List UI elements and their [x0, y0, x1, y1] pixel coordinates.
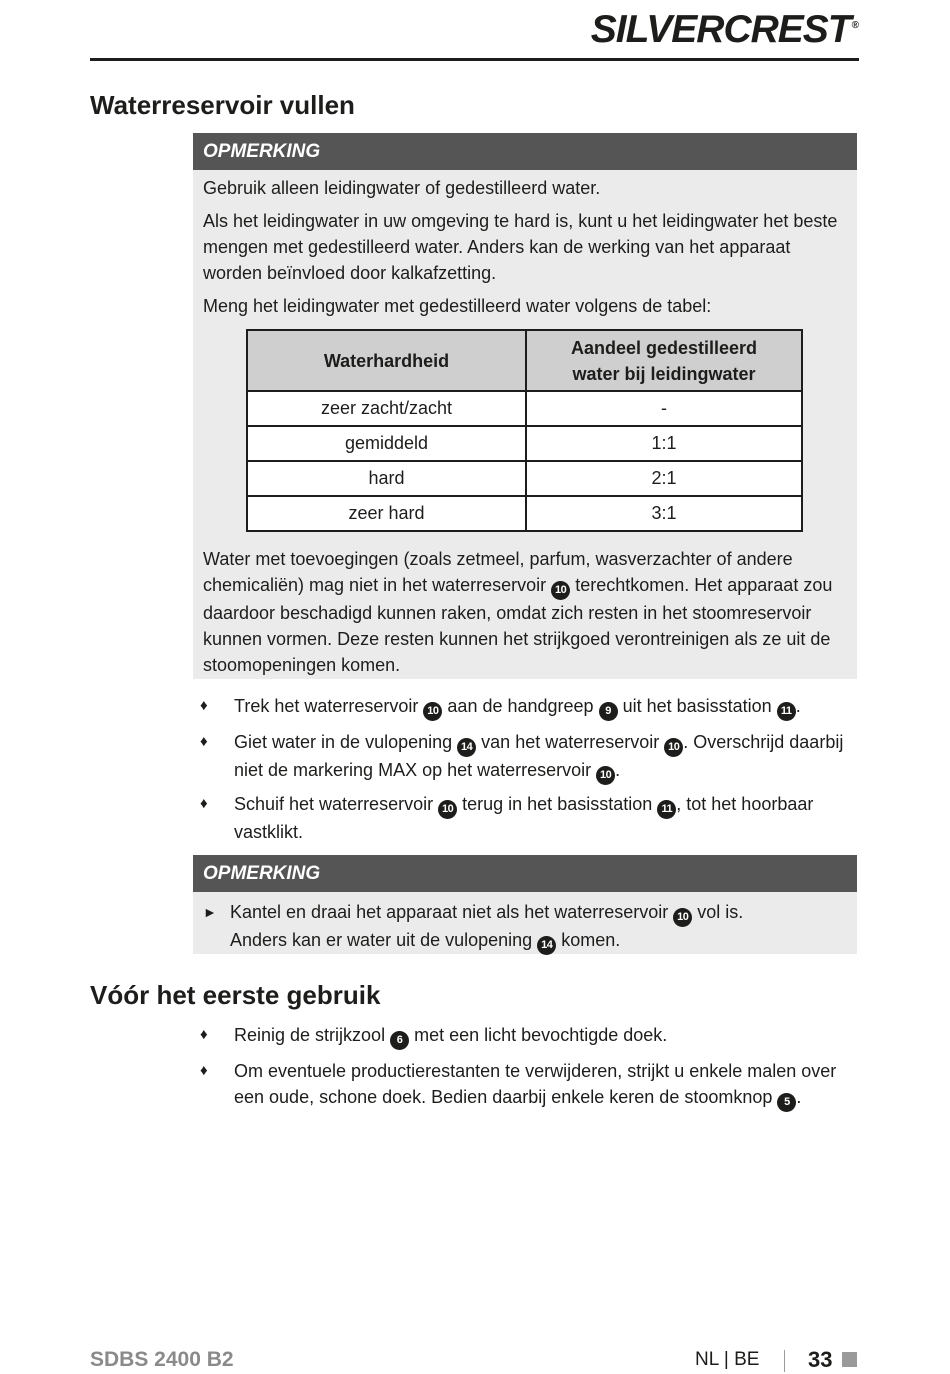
text: vol is.: [697, 902, 744, 922]
text: Om eventuele productierestanten te verwijderen, strijkt u enkele malen over een oude, schone doek. Bedien daarbij enkele keren de stoomknop: [234, 1061, 837, 1107]
ref-number-11: 11: [657, 800, 676, 819]
header-rule: [90, 58, 859, 61]
text: .: [796, 1087, 802, 1107]
text: met een licht bevochtigde doek.: [414, 1025, 668, 1045]
ref-number-11: 11: [777, 702, 796, 721]
text: .: [795, 696, 801, 716]
step-text: [234, 1022, 854, 1050]
cell-hardness: zeer zacht/zacht: [247, 391, 526, 426]
text: Giet water in de vulopening: [234, 732, 453, 752]
ref-number-9: 9: [599, 702, 618, 721]
text: aan de handgreep: [447, 696, 594, 716]
note-box-water: [193, 133, 857, 679]
ref-number-10: 10: [438, 800, 457, 819]
ref-number-5: 5: [777, 1093, 796, 1112]
step-text: [234, 1058, 854, 1112]
note-instruction: [203, 899, 843, 955]
text: Kantel en draai het apparaat niet als het waterreservoir: [230, 902, 669, 922]
cell-hardness: zeer hard: [247, 496, 526, 531]
cell-ratio: 2:1: [526, 461, 802, 496]
footer-model-number: SDBS 2400 B2: [90, 1348, 234, 1371]
ref-number-14: 14: [537, 936, 556, 955]
ref-number-6: 6: [390, 1031, 409, 1050]
note-instruction-text: [230, 899, 843, 955]
footer-square-marker: [842, 1352, 857, 1367]
step-text: [234, 791, 854, 845]
diamond-bullet-icon: ♦: [200, 795, 208, 812]
text: . Overschrijd daarbij niet de markering MAX op het waterreservoir: [234, 732, 844, 780]
step-text: [234, 729, 854, 785]
registered-mark: ®: [851, 20, 858, 31]
text: terug in het basisstation: [462, 794, 653, 814]
cell-ratio: 3:1: [526, 496, 802, 531]
step-text: [234, 693, 854, 721]
footer-language: NL | BE: [695, 1349, 760, 1370]
ref-number-10: 10: [551, 581, 570, 600]
text: Trek het waterreservoir: [234, 696, 419, 716]
text: uit het basisstation: [622, 696, 772, 716]
diamond-bullet-icon: ♦: [200, 1026, 208, 1043]
ref-number-10: 10: [423, 702, 442, 721]
table-header-row: [247, 330, 802, 391]
column-header-hardness: Waterhardheid: [247, 330, 526, 391]
note-header: OPMERKING: [193, 133, 857, 170]
brand-name: SILVERCREST: [590, 8, 851, 51]
section-title-first-use: Vóór het eerste gebruik: [90, 980, 381, 1010]
footer-separator: [784, 1350, 785, 1372]
note-paragraph: Meng het leidingwater met gedestilleerd water volgens de tabel:: [203, 296, 712, 316]
column-header-ratio: Aandeel gedestilleerd water bij leidingwater: [526, 330, 802, 391]
text: komen.: [561, 930, 621, 950]
table-row: [247, 391, 802, 426]
water-hardness-table: [246, 329, 803, 532]
note-paragraph: Als het leidingwater in uw omgeving te hard is, kunt u het leidingwater het beste mengen met gedestilleerd water. Anders kan de werking van het apparaat worden beïnvloed door kalkafzetting.: [203, 211, 838, 283]
text: , tot het hoorbaar vastklikt.: [234, 794, 814, 842]
cell-hardness: gemiddeld: [247, 426, 526, 461]
brand-logo: [591, 8, 858, 52]
table-row: [247, 426, 802, 461]
table-row: [247, 461, 802, 496]
text: van het waterreservoir: [481, 732, 660, 752]
diamond-bullet-icon: ♦: [200, 733, 208, 750]
ref-number-10: 10: [664, 738, 683, 757]
diamond-bullet-icon: ♦: [200, 697, 208, 714]
text: Anders kan er water uit de vulopening: [230, 930, 533, 950]
text: terechtkomen. Het apparaat zou daardoor beschadigd kunnen raken, omdat zich resten in het stoomreservoir kunnen vormen. Deze resten kunnen het strijkgoed verontreinigen als ze uit de stoomopeningen komen.: [203, 575, 833, 675]
section-title-fill-reservoir: Waterreservoir vullen: [90, 90, 355, 120]
table-row: [247, 496, 802, 531]
cell-hardness: hard: [247, 461, 526, 496]
note-header: OPMERKING: [193, 855, 857, 892]
ref-number-14: 14: [457, 738, 476, 757]
text: Water met toevoegingen (zoals zetmeel, parfum, wasverzachter of andere chemicaliën) mag niet in het waterreservoir: [203, 549, 793, 595]
text: Reinig de strijkzool: [234, 1025, 386, 1045]
ref-number-10: 10: [673, 908, 692, 927]
note-paragraph: Gebruik alleen leidingwater of gedestilleerd water.: [203, 178, 601, 198]
cell-ratio: -: [526, 391, 802, 426]
diamond-bullet-icon: ♦: [200, 1062, 208, 1079]
arrow-bullet-icon: ►: [203, 904, 217, 920]
cell-ratio: 1:1: [526, 426, 802, 461]
text: Schuif het waterreservoir: [234, 794, 434, 814]
ref-number-10: 10: [596, 766, 615, 785]
page-number: 33: [808, 1347, 833, 1372]
note-box-tilt: [193, 855, 857, 954]
text: .: [615, 760, 621, 780]
note-paragraph-additives: [203, 546, 843, 678]
